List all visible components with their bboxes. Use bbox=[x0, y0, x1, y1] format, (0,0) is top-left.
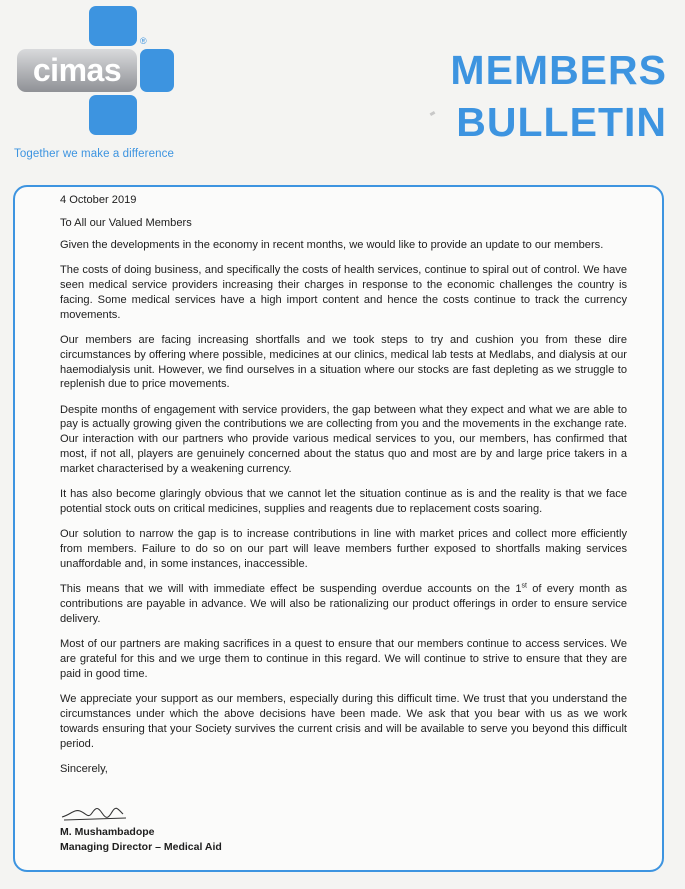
signer-name: M. Mushambadope bbox=[60, 826, 155, 838]
paragraph: Given the developments in the economy in recent months, we would like to provide an update to our members. bbox=[60, 238, 604, 251]
paragraph-text: of every month as contributions are payable in advance. We will also be rationalizing our product offerings in order to ensure service delivery. bbox=[60, 583, 627, 625]
signature-scribble bbox=[60, 799, 130, 825]
logo-cross-bottom bbox=[89, 95, 137, 135]
paragraph-text: This means that we will with immediate effect be suspending overdue accounts on the 1 bbox=[60, 583, 522, 596]
paragraph bbox=[60, 582, 627, 627]
logo-wordmark: cimas bbox=[17, 49, 137, 92]
registered-mark: ® bbox=[140, 36, 147, 46]
paragraph: Our members are facing increasing shortfalls and we took steps to try and cushion you from these dire circumstances by offering where possible, medicines at our clinics, medical lab tests at Medlabs, and dialysis at our haemodialysis unit. However, we find ourselves in a situation where our stocks are fast depleting as we struggle to replenish due to price movements. bbox=[60, 333, 627, 391]
title-line-1: MEMBERS bbox=[450, 47, 667, 93]
paragraph: Most of our partners are making sacrifices in a quest to ensure that our members continue to access services. We are grateful for this and we urge them to continue in this regard. We will continue to strive to ensure that they are paid in good time. bbox=[60, 638, 627, 680]
closing: Sincerely, bbox=[60, 762, 108, 775]
paragraph: The costs of doing business, and specifically the costs of health services, continue to spiral out of control. We have seen medical service providers increasing their charges in response to the economic challenges the country is facing. Some medical services have a high import content and hence the costs continue to track the currency movements. bbox=[60, 263, 627, 321]
logo-cross-top bbox=[89, 6, 137, 46]
paragraph: Despite months of engagement with service providers, the gap between what they expect and what we are able to pay is actually growing given the contributions we are collecting from you and the movements in the exchange rate. Our interaction with our partners who provide various medical services to you, our members, has confirmed that most, if not all, players are genuinely concerned about the status quo and most are by and large price takers in a market characterised by a weakening currency. bbox=[60, 403, 627, 476]
ordinal-suffix: st bbox=[521, 582, 527, 590]
title-line-2: BULLETIN bbox=[456, 99, 667, 145]
salutation: To All our Valued Members bbox=[60, 216, 192, 229]
signer-block bbox=[60, 825, 222, 854]
cimas-logo bbox=[14, 6, 184, 140]
tagline: Together we make a difference bbox=[14, 148, 174, 160]
logo-cross-right bbox=[140, 49, 174, 92]
paragraph: It has also become glaringly obvious that we cannot let the situation continue as is and the reality is that we face potential stock outs on critical medicines, supplies and reagents due to replacement costs soaring. bbox=[60, 488, 627, 516]
paper-speck bbox=[430, 111, 436, 116]
page-title bbox=[450, 44, 667, 148]
letter-body bbox=[60, 193, 627, 787]
paragraph: We appreciate your support as our members, especially during this difficult time. We trust that you understand the circumstances under which the above decisions have been made. We ask that you bear with us as we work towards ensuring that your Society survives the current crisis and will be available to serve you beyond this difficult period. bbox=[60, 692, 627, 750]
signer-title: Managing Director – Medical Aid bbox=[60, 840, 222, 853]
paragraph: Our solution to narrow the gap is to increase contributions in line with market prices and collect more efficiently from members. Failure to do so on our part will leave members further exposed to shortfalls making services unaffordable and, in some instances, inaccessible. bbox=[60, 528, 627, 571]
letter-date: 4 October 2019 bbox=[60, 194, 137, 206]
